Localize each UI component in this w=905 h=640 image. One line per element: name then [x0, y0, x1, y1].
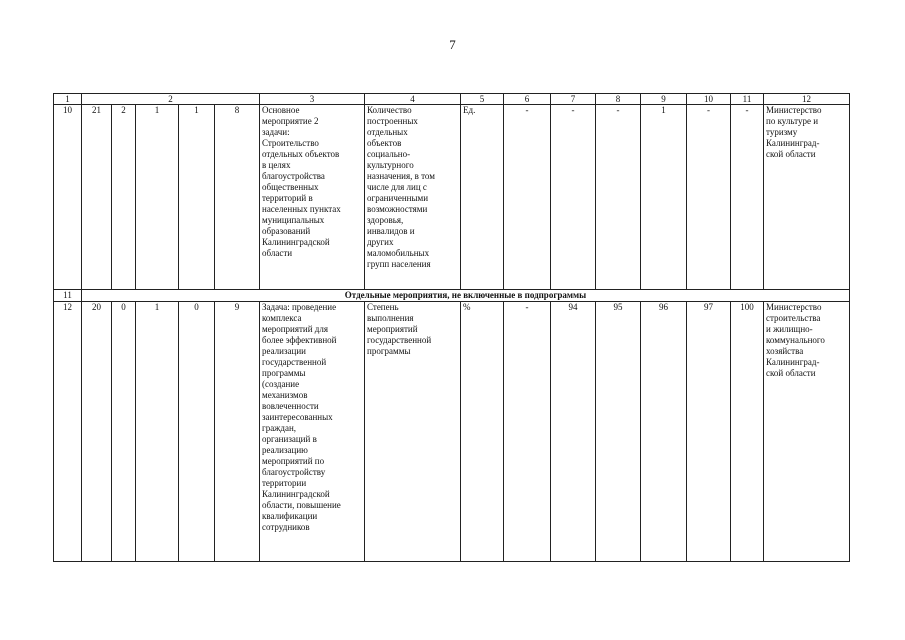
responsible-text: Министерство по культуре и туризму Калининград- ской области — [766, 105, 822, 159]
code-cell: 20 — [82, 302, 112, 562]
header-cell-1: 1 — [54, 94, 82, 105]
column-number-row — [54, 94, 850, 105]
code-cell: 1 — [179, 105, 215, 290]
code-cell: 8 — [215, 105, 260, 290]
code-cell: 1 — [136, 302, 179, 562]
value-cell: - — [551, 105, 596, 290]
value-cell: 95 — [596, 302, 641, 562]
header-cell-8: 8 — [596, 94, 641, 105]
header-cell-2: 2 — [82, 94, 260, 105]
responsible-executor — [764, 105, 850, 290]
value-cell: - — [596, 105, 641, 290]
header-cell-12: 12 — [764, 94, 850, 105]
header-cell-4: 4 — [365, 94, 461, 105]
indicator-text: Количество построенных отдельных объектов социально- культурного назначения, в том числе для лиц с ограниченными возможностями здоровья, инвалидов и других маломобильных групп населения — [367, 105, 435, 269]
row-number: 10 — [54, 105, 82, 290]
value-cell: 94 — [551, 302, 596, 562]
value-cell: 100 — [731, 302, 764, 562]
unit-cell: Ед. — [461, 105, 504, 290]
value-cell: 97 — [687, 302, 731, 562]
header-cell-3: 3 — [260, 94, 365, 105]
header-cell-5: 5 — [461, 94, 504, 105]
value-cell: - — [504, 105, 551, 290]
measure-text: Основное мероприятие 2 задачи: Строительство отдельных объектов в целях благоустройства общественных территорий в населенных пунктах муниципальных образований Калининградской области — [262, 105, 341, 258]
indicator-description — [365, 105, 461, 290]
responsible-text: Министерство строительства и жилищно- коммунального хозяйства Калининград- ской области — [766, 302, 825, 378]
header-cell-10: 10 — [687, 94, 731, 105]
value-cell: 1 — [641, 105, 687, 290]
measure-description — [260, 302, 365, 562]
code-cell: 0 — [112, 302, 136, 562]
header-cell-7: 7 — [551, 94, 596, 105]
code-cell: 21 — [82, 105, 112, 290]
header-cell-6: 6 — [504, 94, 551, 105]
unit-cell: % — [461, 302, 504, 562]
value-cell: - — [731, 105, 764, 290]
code-cell: 1 — [136, 105, 179, 290]
code-cell: 2 — [112, 105, 136, 290]
value-cell: 96 — [641, 302, 687, 562]
row-number: 12 — [54, 302, 82, 562]
responsible-executor — [764, 302, 850, 562]
header-cell-9: 9 — [641, 94, 687, 105]
code-cell: 9 — [215, 302, 260, 562]
indicator-description — [365, 302, 461, 562]
section-number: 11 — [54, 290, 82, 302]
header-cell-11: 11 — [731, 94, 764, 105]
indicator-text: Степень выполнения мероприятий государственной программы — [367, 302, 432, 356]
section-row — [54, 290, 850, 302]
measure-description — [260, 105, 365, 290]
value-cell: - — [687, 105, 731, 290]
indicators-table — [53, 93, 850, 562]
measure-text: Задача: проведение комплекса мероприятий для более эффективной реализации государственной программы (создание механизмов вовлеченности заинтересованных граждан, организаций в реализацию мероприятий по благоустройству территории Калининградской области, повышение квалификации сотрудников — [262, 302, 341, 532]
table-row — [54, 105, 850, 290]
table-row — [54, 302, 850, 562]
section-title: Отдельные мероприятия, не включенные в подпрограммы — [82, 290, 850, 302]
page-number: 7 — [449, 37, 456, 52]
code-cell: 0 — [179, 302, 215, 562]
value-cell: - — [504, 302, 551, 562]
